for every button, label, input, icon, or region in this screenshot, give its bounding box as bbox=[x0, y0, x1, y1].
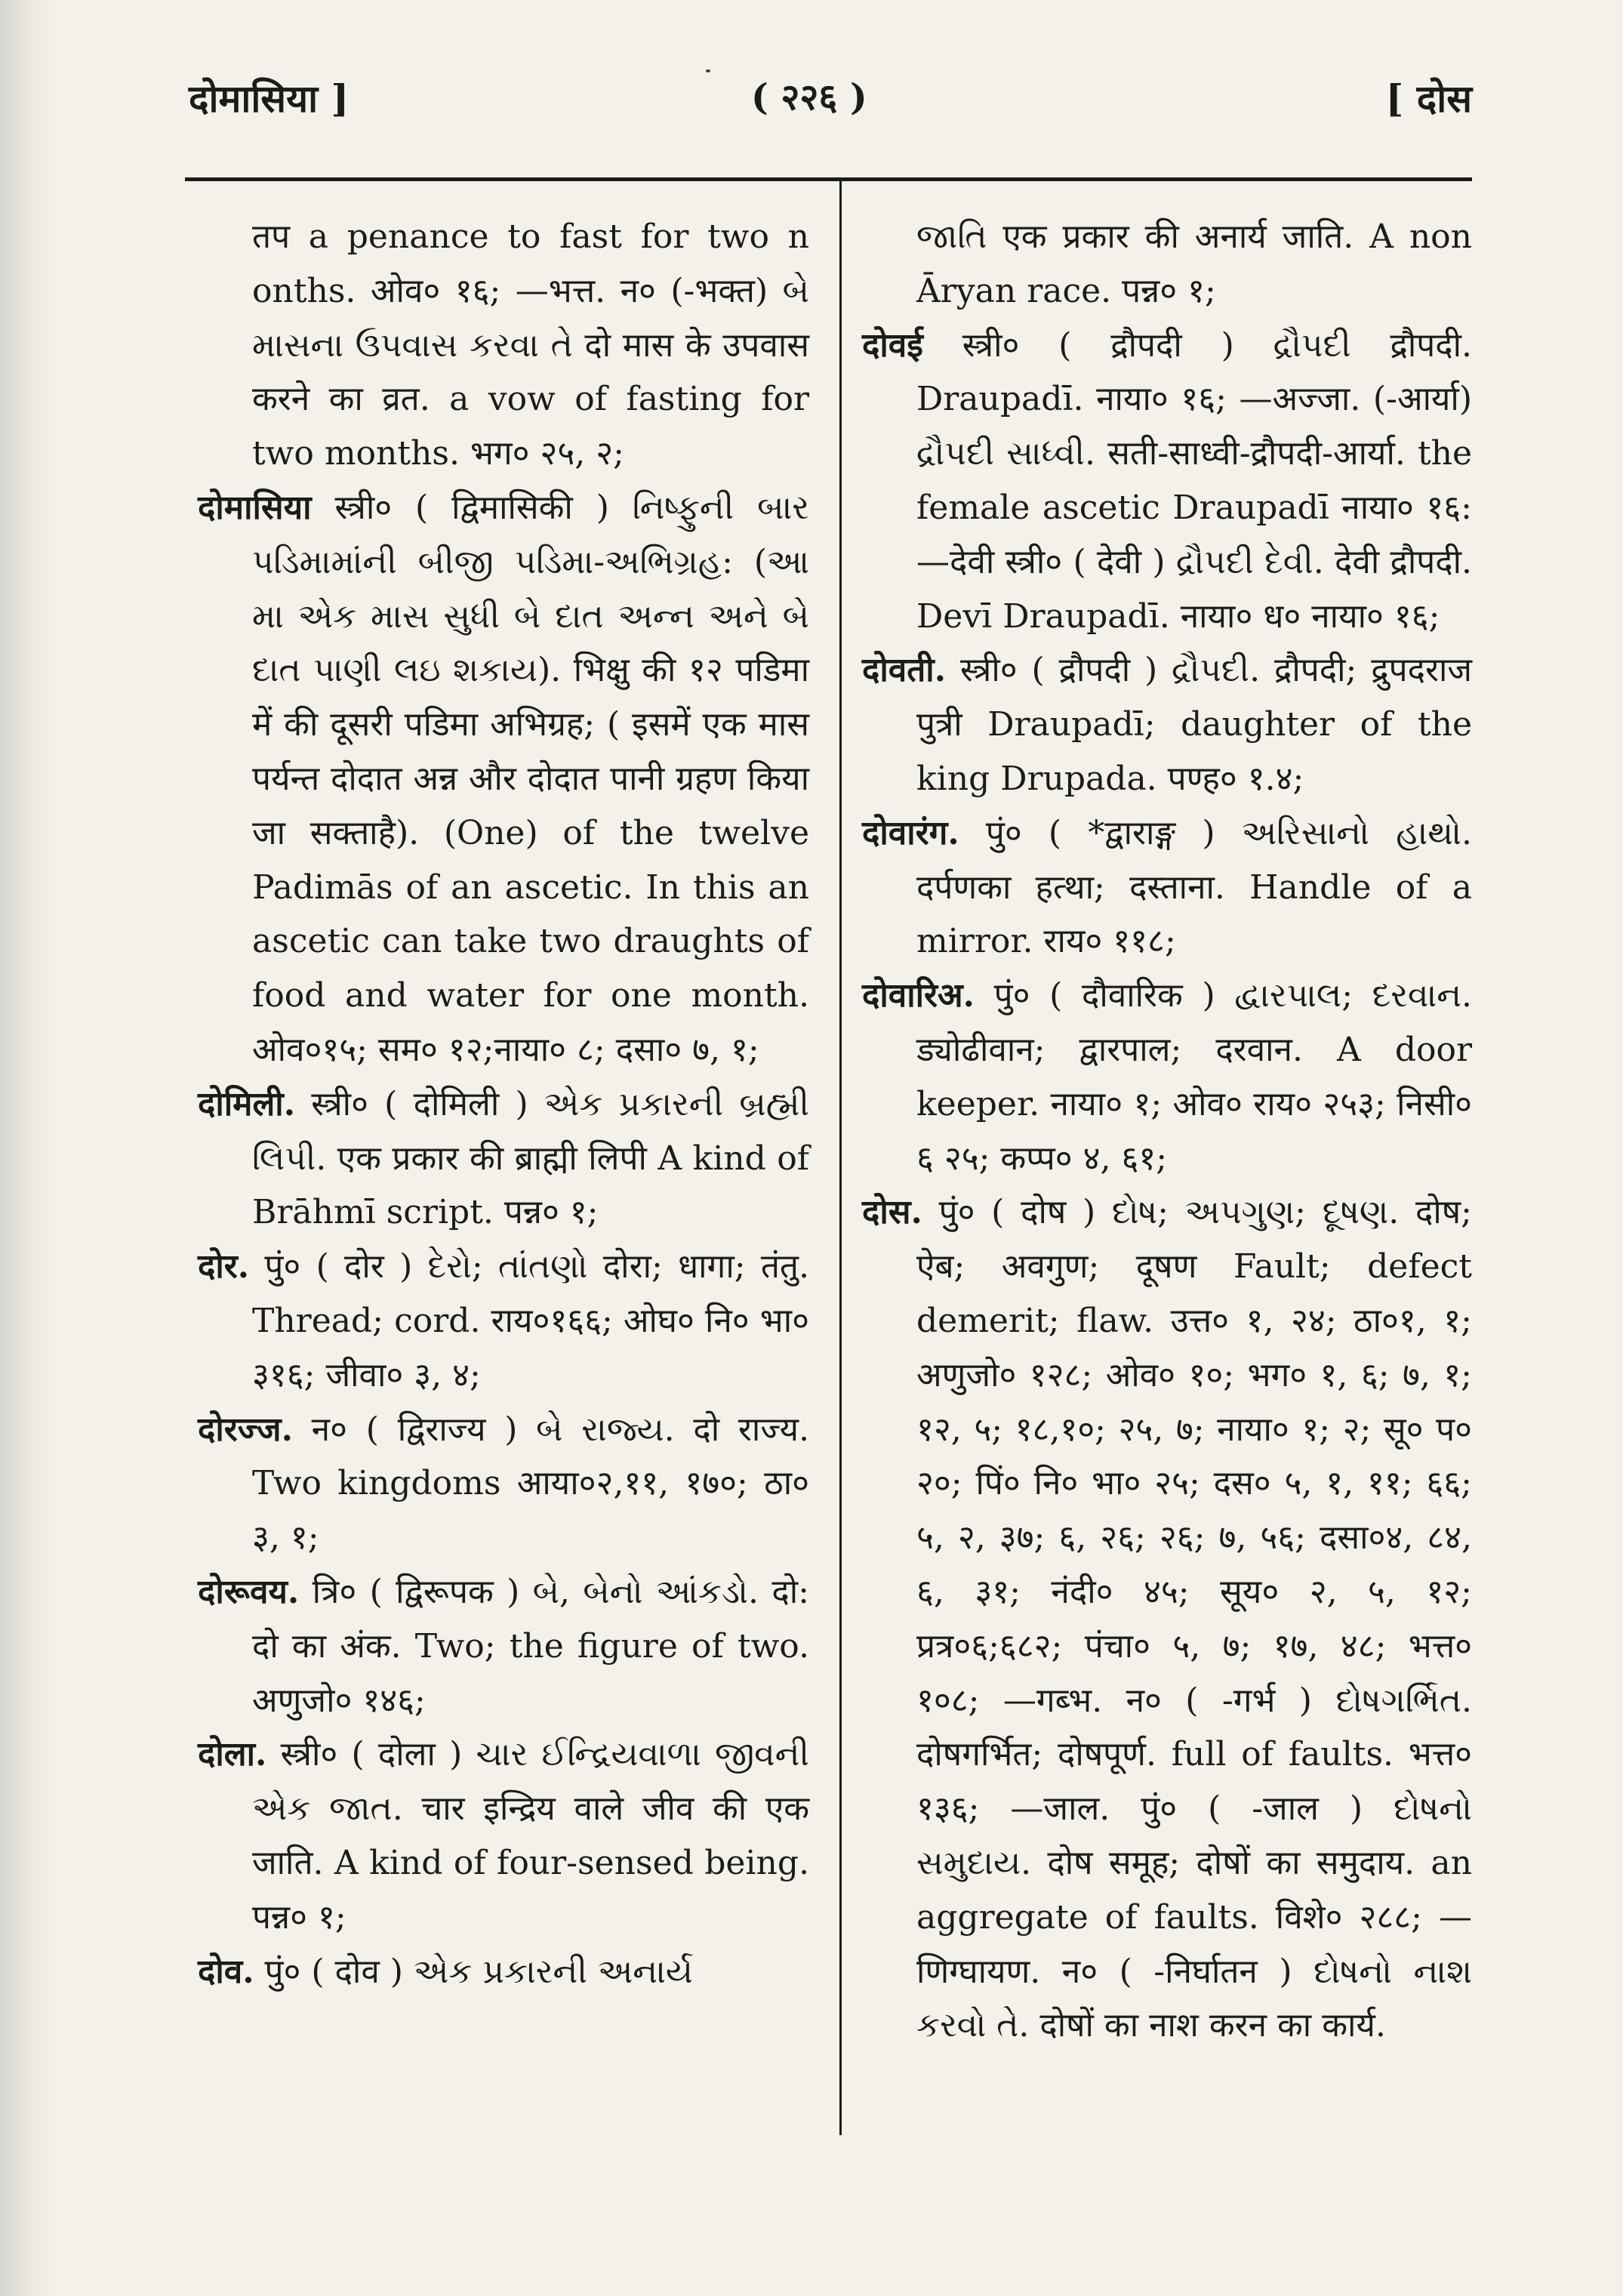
entry-headword: दोरूवय. bbox=[198, 1572, 300, 1611]
entry-definition: पुं० ( दौवारिक ) દ્વારપાલ; દરવાન. ड्योढीवान; द्वारपाल; दरवान. A door keeper. नाया० १; ओव० राय० २५३; निसी० ६ २५; कप्प० ४, ६१; bbox=[916, 976, 1472, 1178]
entry-definition: पुं० ( दोर ) દેરો; તાંતણો दोरा; धागा; तंतु. Thread; cord. राय०१६६; ओघ० नि० भा० ३१६; जीवा० ३, ४; bbox=[252, 1247, 809, 1395]
dictionary-entry bbox=[198, 1240, 809, 1402]
dictionary-entry bbox=[198, 1403, 809, 1565]
header-right-guide-word: [ दोस bbox=[1385, 76, 1472, 121]
dictionary-entry bbox=[862, 969, 1472, 1185]
page-number: ( २२६ ) bbox=[751, 76, 867, 119]
entry-headword: दोर. bbox=[198, 1247, 250, 1287]
entry-definition: જાતિ एक प्रकार की अनार्य जाति. A non Āryan race. पन्न० १; bbox=[916, 217, 1472, 310]
entry-headword: दोमिली. bbox=[198, 1084, 296, 1123]
entry-definition: पुं० ( *द्वाराङ्ग ) અરિસાનો હાથો. दर्पणका हत्था; दस्ताना. Handle of a mirror. राय० ११८; bbox=[916, 813, 1472, 961]
left-column bbox=[198, 210, 809, 1999]
dictionary-entry bbox=[862, 319, 1472, 644]
entry-definition: स्त्री० ( द्रौपदी ) દ્રૌપદી. द्रौपदी; द्रुपदराज पुत्री Draupadī; daughter of the king Drupada. पण्ह० १.४; bbox=[916, 651, 1472, 798]
entry-headword: दोव. bbox=[198, 1952, 254, 1991]
entry-definition: स्त्री० ( द्विमासिकी ) નિષ્ફુની બાર પડિમામાંની બીજી પડિમા-અભિગ્રહ: (આ મા એક માસ સુધી બે દાત અન્ન અને બે દાત પાણી લઇ શકાય). भिक्षु की १२ पडिमा में की दूसरी पडिमा अभिग्रह; ( इसमें एक मास पर्यन्त दोदात अन्न और दोदात पानी ग्रहण किया जा सक्ताहै). (One) of the twelve Padimās of an ascetic. In this an ascetic can take two draughts of food and water for one month. ओव०१५; सम० १२;नाया० ८; दसा० ७, १; bbox=[252, 488, 809, 1069]
dictionary-entry bbox=[198, 481, 809, 1077]
entry-continuation bbox=[862, 210, 1472, 319]
dictionary-entry bbox=[198, 1565, 809, 1727]
dictionary-entry bbox=[862, 806, 1472, 969]
entry-definition: तप a penance to fast for two n onths. ओव० १६; —भत्त. न० (-भक्त) બે માસના ઉપવાસ કરવા તે दो मास के उपवास करने का व्रत. a vow of fasting for two months. भग० २५, २; bbox=[252, 217, 809, 473]
entry-headword: दोवई bbox=[862, 325, 923, 365]
page-header bbox=[189, 72, 1472, 132]
entry-headword: दोरज्ज. bbox=[198, 1410, 293, 1449]
entry-definition: स्त्री० ( द्रौपदी ) દ્રૌપદી द्रौपदी. Draupadī. नाया० १६; —अज्जा. (-आर्या) દ્રૌપદી સાધ્વી. सती-साध्वी-द्रौपदी-आर्या. the female ascetic Draupadī नाया० १६: —देवी स्त्री० ( देवी ) દ્રૌપદી દેવી. देवी द्रौपदी. Devī Draupadī. नाया० ध० नाया० १६; bbox=[916, 325, 1472, 636]
dictionary-entry bbox=[198, 1077, 809, 1240]
entry-headword: दोवारंग. bbox=[862, 813, 959, 852]
entry-definition: त्रि० ( द्विरूपक ) બે, બેનો આંકડો. दो: दो का अंक. Two; the figure of two. अणुजो० १४६; bbox=[252, 1572, 809, 1720]
entry-headword: दोवारिअ. bbox=[862, 976, 975, 1015]
entry-headword: दोवती. bbox=[862, 651, 947, 690]
header-left-guide-word: दोमासिया ] bbox=[189, 76, 350, 121]
entry-continuation bbox=[198, 210, 809, 481]
right-column bbox=[862, 210, 1472, 2053]
entry-definition: पुं० ( दोष ) દોષ; અપગુણ; દૂષણ. दोष; ऐब; अवगुण; दूषण Fault; defect demerit; flaw. उत्त० १, २४; ठा०१, १; अणुजो० १२८; ओव० १०; भग० १, ६; ७, १; १२, ५; १८,१०; २५, ७; नाया० १; २; सू० प० २०; पिं० नि० भा० २५; दस० ५, १, ११; ६६; ५, २, ३७; ६, २६; २६; ७, ५६; दसा०४, ८४, ६, ३१; नंदी० ४५; सूय० २, ५, १२; प्रत्र०६;६८२; पंचा० ५, ७; १७, ४८; भत्त० १०८; —गब्भ. न० ( -गर्भ ) દોષગર્ભિત. दोषगर्भित; दोषपूर्ण. full of faults. भत्त० १३६; —जाल. पुं० ( -जाल ) દોષનો સમુદાય. दोष समूह; दोषों का समुदाय. an aggregate of faults. विशे० २८८; —णिग्घायण. न० ( -निर्घातन ) દોષનો નાશ કરવો તે. दोषों का नाश करन का कार्य. bbox=[916, 1193, 1472, 2045]
entry-headword: दोला. bbox=[198, 1735, 267, 1774]
dictionary-entry bbox=[198, 1727, 809, 1944]
entry-headword: दोमासिया bbox=[198, 488, 312, 527]
entry-definition: पुं० ( दोव ) એક પ્રકારની અનાર્ય bbox=[264, 1952, 693, 1991]
column-divider bbox=[839, 180, 842, 2135]
dictionary-entry bbox=[862, 643, 1472, 806]
scan-edge bbox=[0, 0, 53, 2296]
entry-headword: दोस. bbox=[862, 1193, 922, 1232]
header-rule bbox=[185, 177, 1472, 181]
entry-definition: स्त्री० ( दोमिली ) એક પ્રકારની બ્રહ્મી લિપી. एक प्रकार की ब्राह्मी लिपी A kind of Brāhmī script. पन्न० १; bbox=[252, 1084, 809, 1232]
dictionary-entry bbox=[862, 1185, 1472, 2053]
entry-definition: न० ( द्विराज्य ) બે રાજ્ય. दो राज्य. Two kingdoms आया०२,११, १७०; ठा० ३, १; bbox=[252, 1410, 809, 1558]
dictionary-entry bbox=[198, 1945, 809, 1999]
entry-definition: स्त्री० ( दोला ) ચાર ઈન્દ્રિયવાળા જીવની એક જાત. चार इन्द्रिय वाले जीव की एक जाति. A kind of four-sensed being. पन्न० १; bbox=[252, 1735, 809, 1937]
